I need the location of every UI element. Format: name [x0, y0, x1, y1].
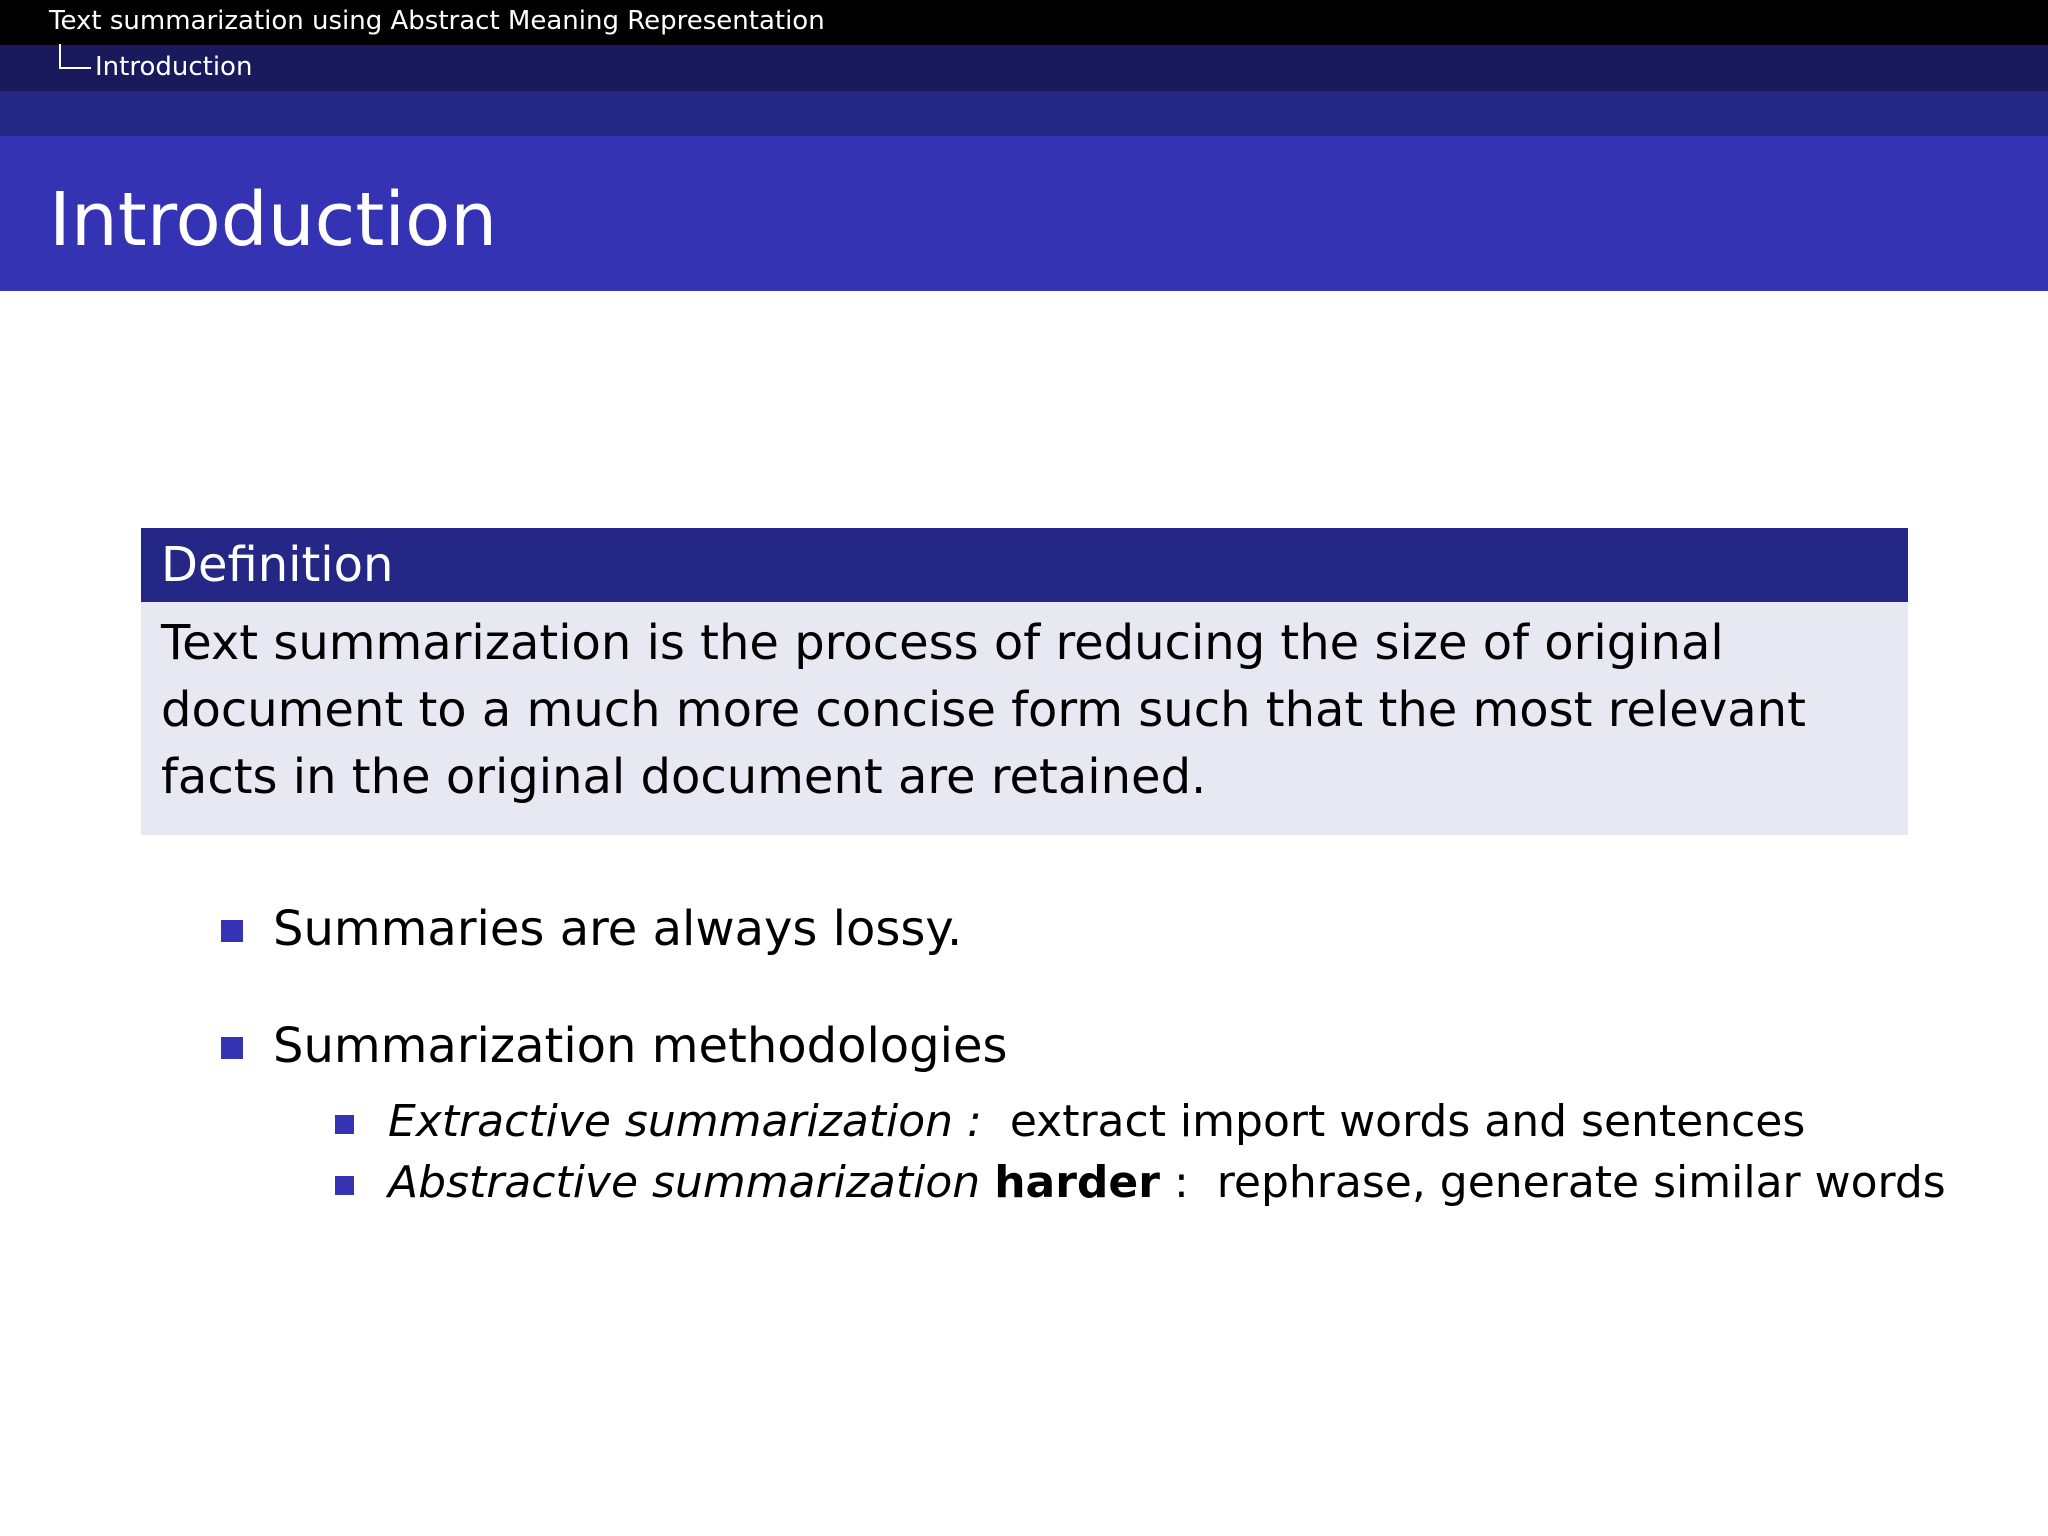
- sub-item-emphasis: harder: [994, 1157, 1160, 1208]
- square-bullet-icon: [221, 920, 243, 942]
- square-bullet-icon: [221, 1037, 243, 1059]
- sub-item-term: Extractive summarization: [388, 1096, 954, 1147]
- header-spacer-bar: [0, 91, 2048, 136]
- definition-block-title: Definition: [141, 528, 1908, 602]
- sub-item-term: Abstractive summarization: [388, 1157, 981, 1208]
- frame-title: Introduction: [49, 177, 498, 263]
- definition-block: [141, 528, 1908, 835]
- presentation-title: Text summarization using Abstract Meaning Representation: [49, 6, 825, 36]
- header-section-bar: [0, 45, 2048, 91]
- sub-item-separator: :: [1173, 1157, 1189, 1208]
- sub-item-description: rephrase, generate similar words: [1216, 1157, 1946, 1208]
- list-item-text: Summarization methodologies: [273, 1018, 1008, 1074]
- list-item: [273, 901, 962, 957]
- section-name: Introduction: [95, 52, 253, 82]
- sub-item-separator: :: [953, 1096, 982, 1147]
- sub-list-item: [388, 1158, 1946, 1208]
- square-bullet-icon: [335, 1115, 354, 1134]
- sub-item-description: extract import words and sentences: [1009, 1096, 1806, 1147]
- section-tree-connector-icon: [59, 44, 91, 69]
- square-bullet-icon: [335, 1176, 354, 1195]
- definition-block-body: Text summarization is the process of reducing the size of original document to a much more concise form such that the most relevant facts in the original document are retained.: [141, 602, 1908, 835]
- sub-list-item: [388, 1097, 1805, 1147]
- list-item-text: Summaries are always lossy.: [273, 901, 963, 957]
- list-item: [273, 1018, 1007, 1074]
